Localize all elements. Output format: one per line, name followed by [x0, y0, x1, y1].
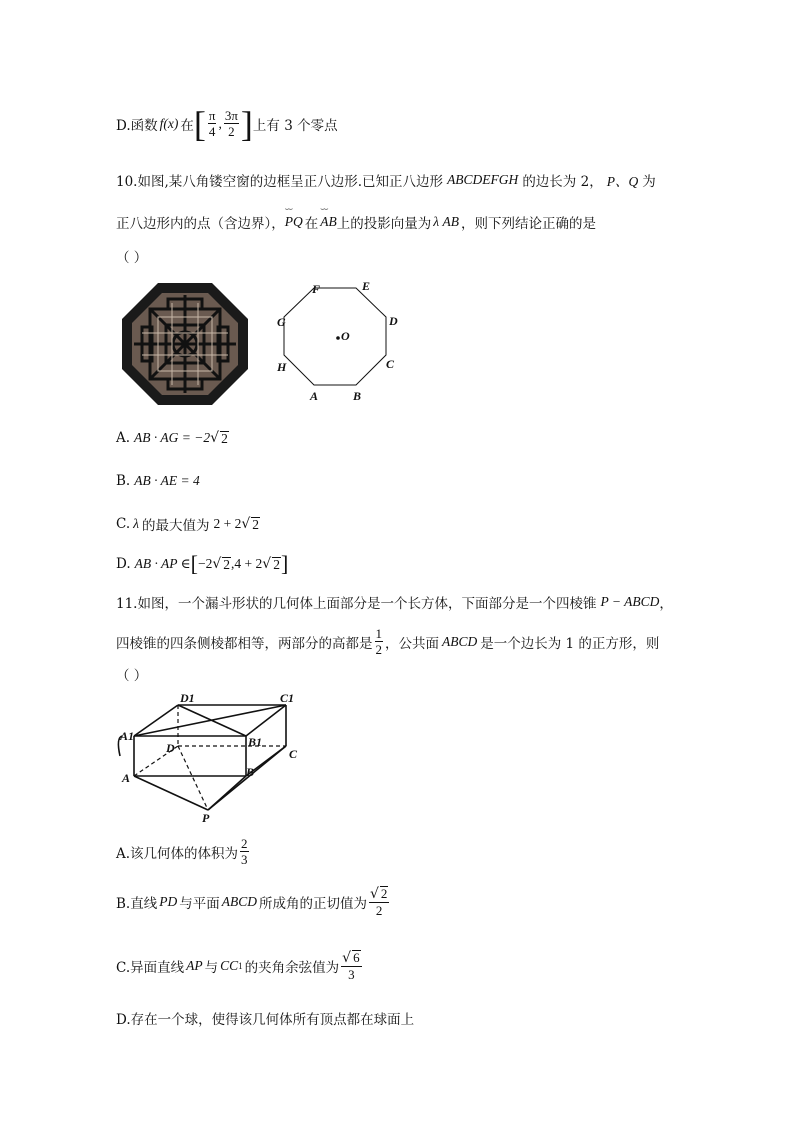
label-a: A — [122, 771, 131, 785]
q9d-tail: 上有 3 个零点 — [252, 117, 338, 134]
q11-option-d: D.存在一个球，使得该几何体所有顶点都在球面上 — [116, 1012, 415, 1028]
label-b: B — [246, 765, 255, 779]
q10-stem-line2: 正八边形内的点（含边界）， ⌣⌣ PQ 在 ⌣⌣ AB 上的投影向量为 λ AB ，则下列结论正确的是 — [116, 212, 596, 232]
label-b1: B1 — [248, 735, 263, 749]
label-h: H — [277, 360, 287, 374]
label-g: G — [277, 315, 286, 329]
label-a1: A1 — [120, 729, 135, 743]
frac-pi-4: $\frac{\pi}{4}$ — [208, 108, 216, 139]
label-c: C — [289, 747, 298, 761]
q9d-fx: f(x) — [159, 115, 179, 131]
q10-option-d: D. AB · AP ∈ [ −2 √ 2 ,4 + 2 √ 2 ] — [116, 551, 289, 576]
label-c1: C1 — [280, 691, 295, 705]
right-bracket: ] — [240, 103, 253, 144]
label-b: B — [353, 389, 362, 403]
q9d-in: 在 — [180, 117, 194, 134]
label-p: P — [202, 811, 210, 825]
label-f: F — [312, 282, 321, 296]
left-bracket: [ — [193, 103, 206, 144]
funnel-solid-diagram — [112, 688, 312, 826]
q9d-label: D.函数 — [116, 117, 158, 134]
q10-stem-line1: 10.如图,某八角镂空窗的边框呈正八边形.已知正八边形 ABCDEFGH 的边长为 2， P、Q 为 — [116, 172, 656, 190]
q10-option-b: B. AB · AE = 4 — [116, 473, 200, 489]
octagonal-window-image — [122, 283, 248, 405]
q11-stem-line2: 四棱锥的四条侧棱都相等，两部分的高都是 $\frac{1}{2}$ ，公共面 ABCD 是一个边长为 1 的正方形，则 — [116, 626, 660, 657]
q10-paren: （ ） — [116, 250, 148, 266]
q11-paren: （ ） — [116, 668, 148, 684]
label-d1: D1 — [180, 691, 195, 705]
q9-option-d: D.函数 f(x) 在 [ $\frac{\pi}{4}$ , $\frac{3\pi}{2}$ ] 上有 3 个零点 — [116, 103, 338, 144]
label-c: C — [386, 357, 395, 371]
q10-option-c: C. λ 的最大值为 2 + 2 √ 2 — [116, 516, 260, 534]
frac-3pi-2: $\frac{3\pi}{2}$ — [224, 108, 238, 139]
label-e: E — [362, 279, 371, 293]
label-d: D — [166, 741, 175, 755]
octagon-diagram — [274, 278, 410, 408]
label-o: O — [341, 329, 350, 343]
q10-option-a: A. AB · AG = −2 √ 2 — [116, 430, 228, 446]
q11-option-b: B.直线 PD 与平面 ABCD 所成角的正切值为 $\frac{√ 2}{2}$ — [116, 886, 388, 918]
q11-stem-line1: 11.如图，一个漏斗形状的几何体上面部分是一个长方体，下面部分是一个四棱锥 P − ABCD ， — [116, 594, 673, 612]
label-d: D — [389, 314, 398, 328]
q11-option-c: C.异面直线 AP 与 CC 1 的夹角余弦值为 $\frac{√ 6}{3}$ — [116, 950, 360, 982]
label-a: A — [310, 389, 319, 403]
q11-option-a: A.该几何体的体积为 $\frac{2}{3}$ — [116, 836, 248, 867]
